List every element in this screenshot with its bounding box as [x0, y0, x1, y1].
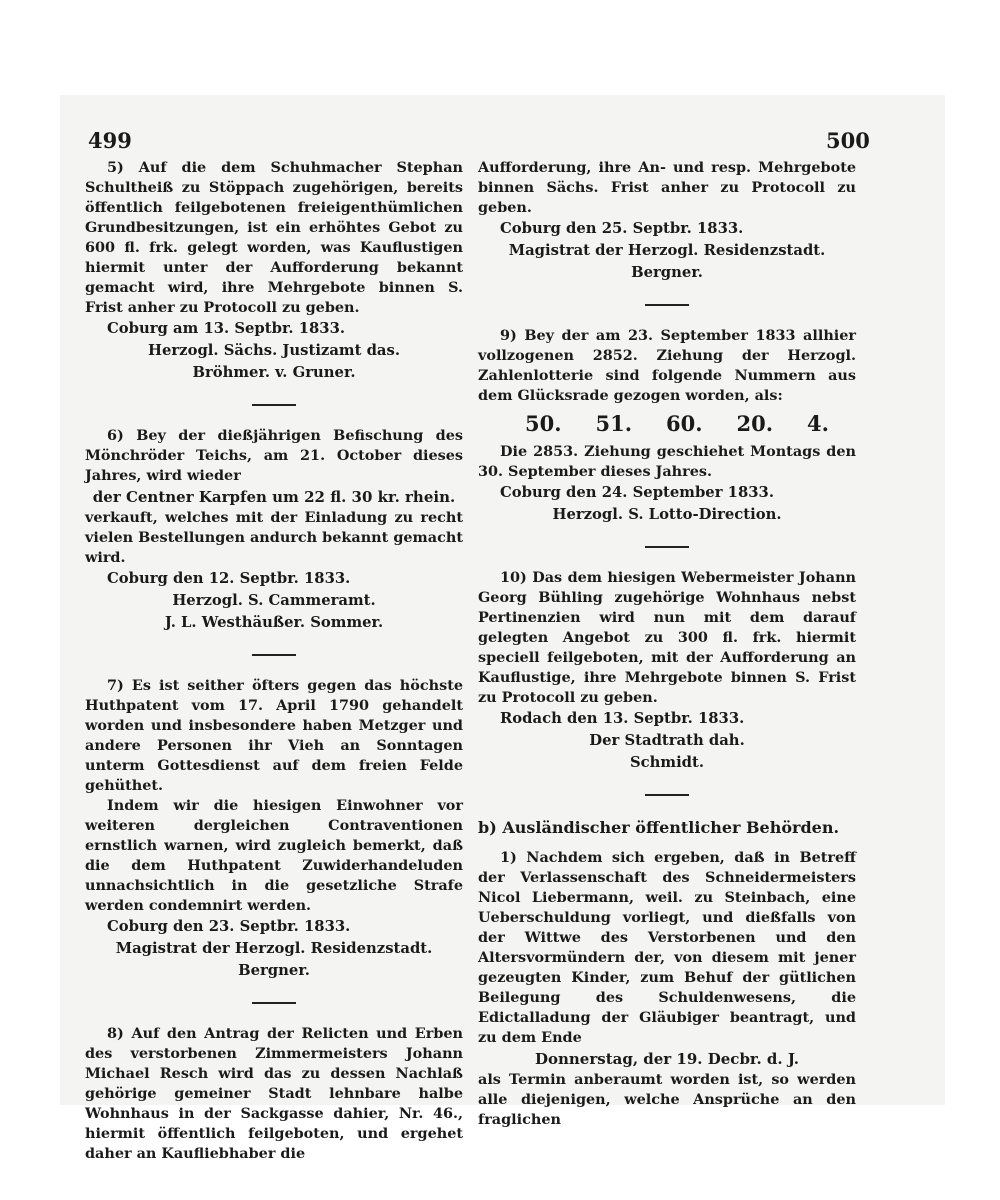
- lottery-number: 60.: [666, 411, 703, 436]
- lottery-number: 50.: [524, 411, 562, 436]
- separator-rule: [252, 654, 296, 656]
- separator-rule: [252, 404, 296, 406]
- page-number-right: 500: [826, 128, 870, 153]
- notice-7-signatory: Bergner.: [238, 962, 310, 979]
- notice-8-date: Coburg den 25. Septbr. 1833.: [500, 220, 744, 237]
- notice-10-date: Rodach den 13. Septbr. 1833.: [500, 710, 745, 727]
- notice-10-authority: Der Stadtrath dah.: [589, 732, 745, 749]
- separator-rule: [645, 546, 689, 548]
- notice-b1-text: 1) Nachdem sich ergeben, daß in Betreff der Verlassenschaft des Schneidermeisters Nicol Liebermann, weil. zu Steinbach, eine Ueberschuldung vorliegt, und dießfalls von der Wittwe des Verstorbenen und den Altersvormündern der, von diesem mit jener gezeugten Kinder, zum Behuf der gütlichen Beilegung des Schuldenwesens, die Edictalladung der Gläubiger beantragt, und zu dem Ende: [478, 849, 856, 1046]
- lottery-number: 20.: [736, 411, 774, 436]
- right-column: [478, 158, 856, 1130]
- notice-7-authority: Magistrat der Herzogl. Residenzstadt.: [115, 940, 433, 957]
- notice-7-text-cont: Indem wir die hiesigen Einwohner vor weiteren dergleichen Contraventionen ernstlich warnen, wird zugleich bemerkt, daß die dem Huthpatent Zuwiderhandeluden unnachsichtlich in die gesetzliche Strafe werden condemnirt werden.: [85, 797, 463, 914]
- separator-rule: [252, 1002, 296, 1004]
- notice-10-text: 10) Das dem hiesigen Webermeister Johann Georg Bühling zugehörige Wohnhaus nebst Pertinenzien wird nun mit dem darauf gelegten Angebot zu 300 fl. frk. hiermit speciell feilgeboten, mit der Aufforderung an Kauflustige, ihre Mehrgebote binnen S. Frist zu Protocoll zu geben.: [478, 569, 856, 706]
- separator-rule: [645, 794, 689, 796]
- lottery-numbers: [508, 410, 846, 438]
- notice-7-text: 7) Es ist seither öfters gegen das höchste Huthpatent vom 17. April 1790 gehandelt worden und insbesondere haben Metzger und andere Personen ihr Vieh an Sonntagen unterm Gottesdienst auf dem freien Felde gehüthet.: [85, 677, 463, 794]
- notice-b1-text-cont: als Termin anberaumt worden ist, so werden alle diejenigen, welche Ansprüche an den fraglichen: [478, 1071, 856, 1128]
- notice-9-date: Coburg den 24. September 1833.: [500, 484, 775, 501]
- notice-6-authority: Herzogl. S. Cammeramt.: [172, 592, 376, 609]
- notice-6-date: Coburg den 12. Septbr. 1833.: [107, 570, 351, 587]
- notice-9-text: 9) Bey der am 23. September 1833 allhier vollzogenen 2852. Ziehung der Herzogl. Zahlenlotterie sind folgende Nummern aus dem Glücksrade gezogen worden, als:: [478, 327, 856, 404]
- notice-8-text-cont: Aufforderung, ihre An- und resp. Mehrgebote binnen Sächs. Frist anher zu Protocoll zu geben.: [478, 159, 856, 216]
- notice-b1-term-date: Donnerstag, der 19. Decbr. d. J.: [534, 1050, 799, 1068]
- notice-7-date: Coburg den 23. Septbr. 1833.: [107, 918, 351, 935]
- notice-8-signatory: Bergner.: [631, 264, 703, 281]
- notice-8-authority: Magistrat der Herzogl. Residenzstadt.: [508, 242, 826, 259]
- notice-9-text-cont: Die 2853. Ziehung geschiehet Montags den 30. September dieses Jahres.: [478, 443, 856, 480]
- notice-6-text-cont: verkauft, welches mit der Einladung zu recht vielen Bestellungen andurch bekannt gemacht wird.: [85, 509, 463, 566]
- separator-rule: [645, 304, 689, 306]
- lottery-number: 51.: [595, 411, 633, 436]
- left-column: [85, 158, 463, 1164]
- notice-5-date: Coburg am 13. Septbr. 1833.: [107, 320, 346, 337]
- page-number-left: 499: [88, 128, 132, 153]
- notice-6-price: der Centner Karpfen um 22 fl. 30 kr. rhein.: [92, 488, 456, 506]
- notice-6-text: 6) Bey der dießjährigen Befischung des Mönchröder Teichs, am 21. October dieses Jahres, wird wieder: [85, 427, 463, 484]
- notice-10-signatory: Schmidt.: [629, 754, 705, 771]
- section-heading-b: b) Ausländischer öffentlicher Behörden.: [478, 818, 840, 837]
- notice-5-authority: Herzogl. Sächs. Justizamt das.: [147, 342, 400, 359]
- notice-8-text: 8) Auf den Antrag der Relicten und Erben des verstorbenen Zimmermeisters Johann Michael Resch wird das zu dessen Nachlaß gehörige gemeiner Stadt lehnbare halbe Wohnhaus in der Sackgasse dahier, Nr. 46., hiermit öffentlich feilgeboten, und ergehet daher an Kaufliebhaber die: [85, 1025, 463, 1162]
- notice-9-authority: Herzogl. S. Lotto-Direction.: [552, 506, 782, 523]
- notice-5-signatories: Bröhmer. v. Gruner.: [192, 364, 356, 381]
- lottery-number: 4.: [807, 411, 829, 436]
- notice-6-signatories: J. L. Westhäußer. Sommer.: [164, 614, 384, 631]
- notice-5-text: 5) Auf die dem Schuhmacher Stephan Schultheiß zu Stöppach zugehörigen, bereits öffentlich feilgebotenen freieigenthümlichen Grundbesitzungen, ist ein erhöhtes Gebot zu 600 fl. frk. gelegt worden, was Kauflustigen hiermit unter der Aufforderung bekannt gemacht wird, ihre Mehrgebote binnen S. Frist anher zu Protocoll zu geben.: [85, 159, 463, 316]
